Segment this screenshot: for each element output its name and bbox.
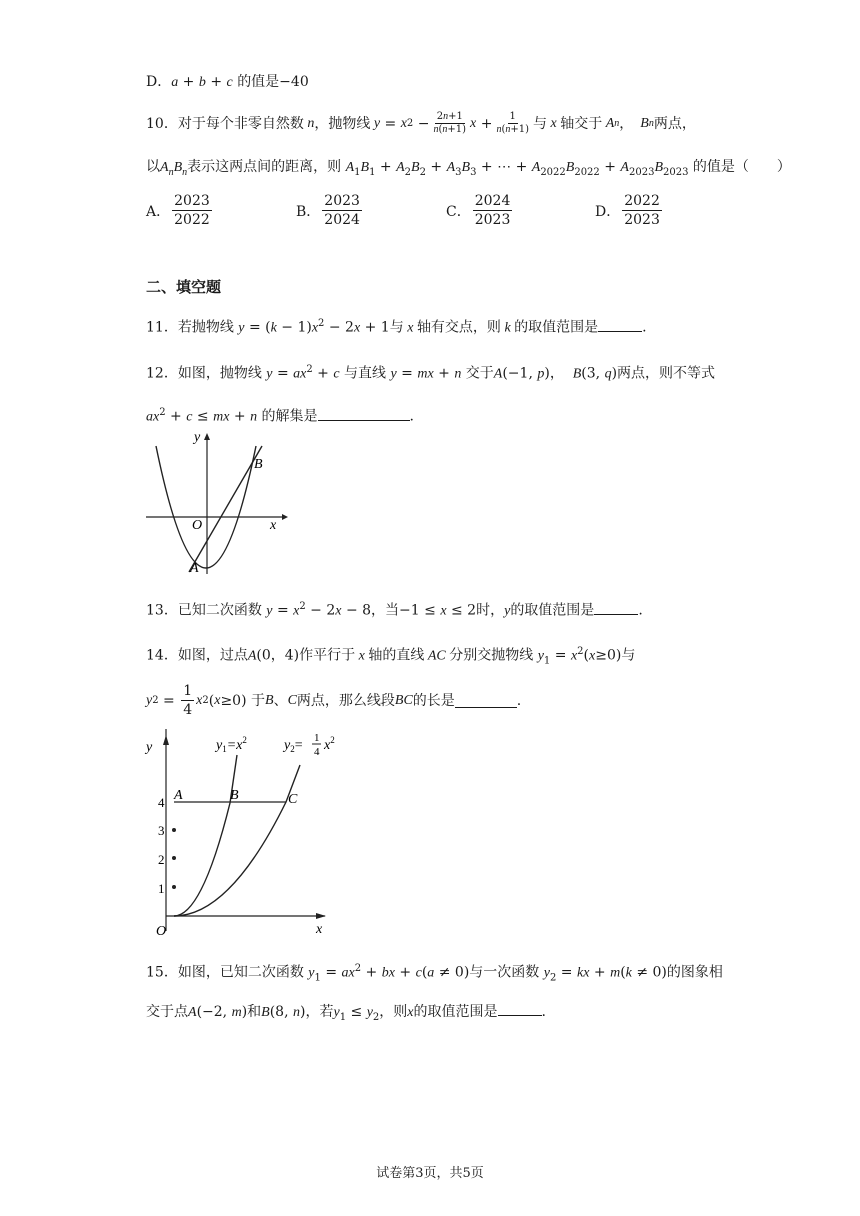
q10-line-2: 以$A_nB_n$表示这两点间的距离，则 $A_1B_1 + A_2B_2 + A_3B_3$ + ⋯ + $A_{2022}B_{2022} + A_{2023}B_{2023}$ 的值是（ ） [146,159,791,178]
svg-text:4: 4 [314,746,320,758]
q14-curve-y1-label: $y_1=x^2$ [216,735,247,754]
q9-option-d: D．a + b + c 的值是−40 [146,74,309,90]
q10-option-a: A． $\frac{2023}{2022}$ [146,193,210,228]
q14-answer-blank[interactable] [455,693,517,708]
svg-text:y2=: $y_2=$ [284,738,303,754]
q14-point-a-label: A [174,788,183,803]
q14-tick-3 [172,828,176,832]
q14-y-arrow [163,735,169,745]
svg-text:x2: $x^2$ [324,735,335,753]
q14-line-1: 14．如图，过点A(0，4)作平行于 x 轴的直线 AC 分别交抛物线 $y_1 = x^2(x\ge 0)$与 [146,646,636,667]
section-title: 二、填空题 [146,278,222,296]
q12-x-arrow [282,514,288,520]
q10-line-1: 10． 对于每个非零自然数 n ，抛物线 y = x 2 − $\frac{2n+1}{n(n+1)}$ x + $\frac{1}{n(n+1)}$ 与 x 轴交于 A n ， B n 两点， [146,111,696,135]
q14-line-2: y 2 = $\frac{1}{4}$ x 2 ( x ≥0) 于 B 、 C 两点，那么线段 BC 的长是 . [146,683,522,718]
q15-line-2: 交于点A(−2, m)和B(8, n)，若$y_1 \le y_2$，则x的取值范围是 . [146,1001,546,1028]
q15-line-1: 15．如图，已知二次函数 $y_1 = ax^2$ + bx + c(a ≠ 0)与一次函数 $y_2$ = kx + m(k ≠ 0)的图象相 [146,963,723,984]
q12-x-label: x [270,518,277,533]
q12-line-1: 12．如图，抛物线 $y = ax^2 + c$ 与直线 y = mx + n 交于A(−1, p)， B(3, q)两点，则不等式 [146,364,716,382]
svg-text:1: 1 [314,732,320,744]
q12-figure [140,428,290,578]
q14-tick-1 [172,885,176,889]
q12-point-a-label: A [190,561,199,576]
q12-y-arrow [204,433,210,440]
page-footer: 试卷第3页，共5页 [376,1166,484,1181]
q14-curve-y1 [174,755,237,916]
q12-parabola [156,446,256,568]
q11: 11．若抛物线 $y = (k - 1)x^2 - 2x + 1$与 x 轴有交点，则 k 的取值范围是 . [146,318,647,336]
q14-tick-label-2: 2 [158,852,165,867]
q14-point-b-label: B [230,788,239,803]
q14-x-arrow [316,913,326,919]
q10-option-b: B． $\frac{2023}{2024}$ [296,193,360,228]
q14-point-c-label: C [288,792,298,807]
q12-line [189,446,262,572]
q12-origin-label: O [192,518,203,533]
q12-point-b-label: B [254,457,263,472]
q11-answer-blank[interactable] [598,317,642,332]
q14-tick-label-4: 4 [158,795,165,810]
q13: 13．已知二次函数 $y = x^2 - 2x - 8$，当−1 ≤ x ≤ 2时，y的取值范围是 . [146,601,643,619]
q12-line-2: $ax^2 + c$ ≤ mx + n 的解集是 . [146,407,414,425]
q14-figure [140,725,350,940]
q10-option-c: C． $\frac{2024}{2023}$ [446,193,511,228]
q12-y-label: y [194,430,201,445]
q12-answer-blank[interactable] [318,406,410,421]
q14-y-label: y [146,740,153,755]
q14-curve-y2-label [282,732,335,758]
q14-tick-label-3: 3 [158,823,165,838]
q14-x-label: x [316,922,323,937]
q14-origin-label: O [156,924,167,939]
q13-answer-blank[interactable] [594,600,638,615]
q15-answer-blank[interactable] [498,1001,542,1016]
q10-option-d: D． $\frac{2022}{2023}$ [595,193,660,228]
q14-tick-label-1: 1 [158,881,165,896]
q14-tick-2 [172,856,176,860]
